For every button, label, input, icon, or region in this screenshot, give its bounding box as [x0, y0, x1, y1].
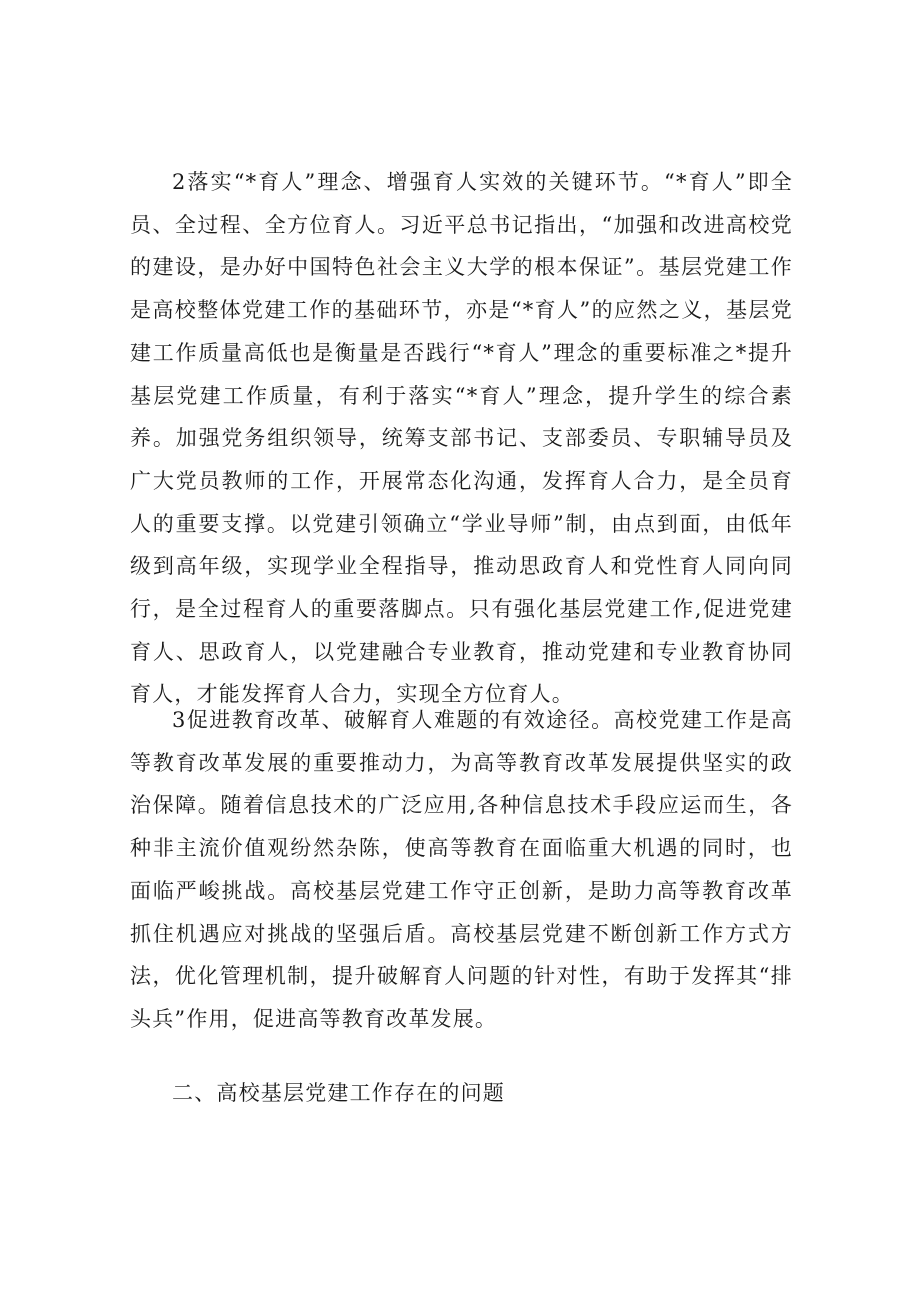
paragraph-2: 3促进教育改革、破解育人难题的有效途径。高校党建工作是高等教育改革发展的重要推动力，为高等教育改革发展提供坚实的政治保障。随着信息技术的广泛应用,各种信息技术手段应运而生，各种非主流价值观纷然杂陈，使高等教育在面临重大机遇的同时，也面临严峻挑战。高校基层党建工作守正创新，是助力高等教育改革抓住机遇应对挑战的坚强后盾。高校基层党建不断创新工作方式方法，优化管理机制，提升破解育人问题的针对性，有助于发挥其“排头兵”作用，促进高等教育改革发展。 — [130, 708, 793, 1031]
paragraph-1: 2落实“*育人”理念、增强育人实效的关键环节。“*育人”即全员、全过程、全方位育人。习近平总书记指出，“加强和改进高校党的建设，是办好中国特色社会主义大学的根本保证”。基层党建工作是高校整体党建工作的基础环节，亦是“*育人”的应然之义，基层党建工作质量高低也是衡量是否践行“*育人”理念的重要标准之*提升基层党建工作质量，有利于落实“*育人”理念，提升学生的综合素养。加强党务组织领导，统筹支部书记、支部委员、专职辅导员及广大党员教师的工作，开展常态化沟通，发挥育人合力，是全员育人的重要支撑。以党建引领确立“学业导师”制，由点到面，由低年级到高年级，实现学业全程指导，推动思政育人和党性育人同向同行，是全过程育人的重要落脚点。只有强化基层党建工作,促进党建育人、思政育人，以党建融合专业教育，推动党建和专业教育协同育人，才能发挥育人合力，实现全方位育人。 — [130, 170, 793, 707]
section-heading: 二、高校基层党建工作存在的问题 — [172, 1081, 505, 1105]
paragraph-1-block — [130, 161, 793, 716]
paragraph-2-block — [130, 699, 793, 1041]
